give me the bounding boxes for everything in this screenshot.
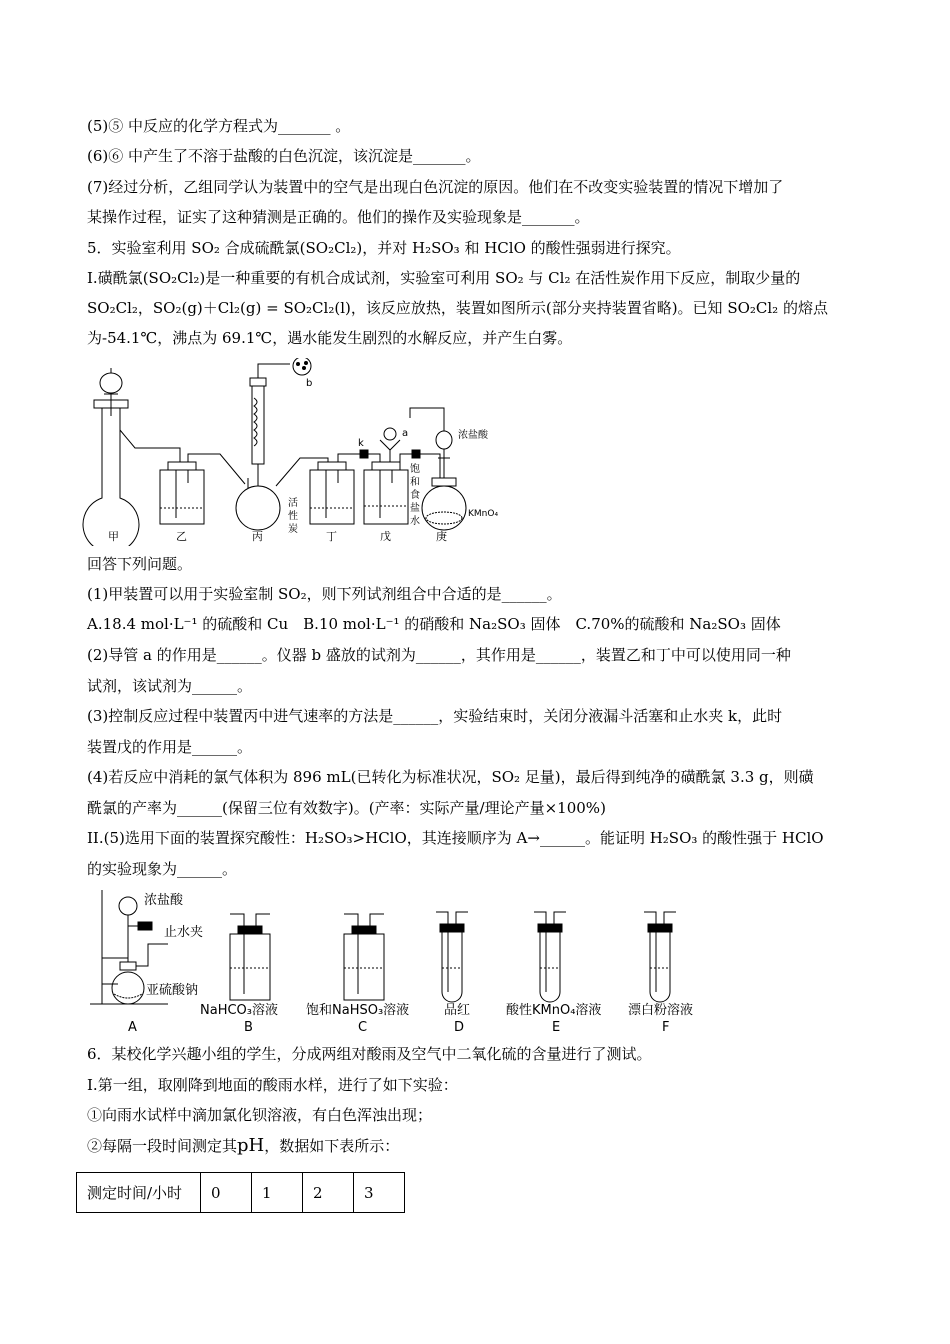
answer-prompt: 回答下列问题。 xyxy=(87,555,193,573)
q6-step1: ①向雨水试样中滴加氯化钡溶液，有白色浑浊出现； xyxy=(87,1106,433,1124)
label-d-name: 品红 xyxy=(444,1003,471,1018)
table-cell-2: 2 xyxy=(303,1173,354,1213)
label-conc-hcl-2: 浓盐酸 xyxy=(144,893,184,908)
q5-sub2-line1: (2)导管 a 的作用是______。仪器 b 盛放的试剂为______，其作用是______，装置乙和丁中可以使用同一种 xyxy=(87,646,791,664)
q5-part1-line3: 为-54.1℃，沸点为 69.1℃，遇水能发生剧烈的水解反应，并产生白雾。 xyxy=(87,329,573,347)
q5-sub3-line2: 装置戊的作用是______。 xyxy=(87,738,253,756)
label-wu: 戊 xyxy=(380,530,391,543)
label-na2so3: 亚硫酸钠 xyxy=(146,983,199,998)
table-row xyxy=(77,1173,405,1213)
label-e-letter: E xyxy=(552,1020,561,1035)
label-b-name: NaHCO₃溶液 xyxy=(200,1003,278,1018)
label-salt-1: 饱 xyxy=(410,464,420,475)
q4-part5: (5)⑤ 中反应的化学方程式为_______ 。 xyxy=(87,117,351,135)
q6-step2-suffix: ，数据如下表所示： xyxy=(264,1137,400,1155)
q5-part1-line1: I.磺酰氯(SO₂Cl₂)是一种重要的有机合成试剂，实验室可利用 SO₂ 与 Cl₂ 在活性炭作用下反应，制取少量的 xyxy=(87,269,801,287)
q6-step2-prefix: ②每隔一段时间测定其 xyxy=(87,1137,238,1155)
table-cell-1: 1 xyxy=(252,1173,303,1213)
label-salt-2: 和 xyxy=(410,477,420,488)
apparatus-figure-2 xyxy=(88,884,718,1036)
label-a-letter: A xyxy=(128,1020,137,1035)
label-bing: 丙 xyxy=(252,530,263,543)
label-d-letter: D xyxy=(454,1020,465,1035)
q5-sub2-line2: 试剂，该试剂为______。 xyxy=(87,677,253,695)
label-e-name: 酸性KMnO₄溶液 xyxy=(506,1003,602,1018)
q6-part1: I.第一组，取刚降到地面的酸雨水样，进行了如下实验： xyxy=(87,1076,458,1094)
label-a: a xyxy=(402,428,409,439)
q5-sub3-line1: (3)控制反应过程中装置丙中进气速率的方法是______，实验结束时，关闭分液漏斗活塞和止水夹 k，此时 xyxy=(87,707,783,725)
q5-sub4-line2: 酰氯的产率为______(保留三位有效数字)。(产率：实际产量/理论产量×100%) xyxy=(87,799,606,817)
ph-symbol: pH xyxy=(237,1135,265,1156)
q5-sub4-line1: (4)若反应中消耗的氯气体积为 896 mL(已转化为标准状况，SO₂ 足量)，最后得到纯净的磺酰氯 3.3 g，则磺 xyxy=(87,768,814,786)
label-carbon-1: 活 xyxy=(288,498,298,509)
q5-sub1-options: A.18.4 mol·L⁻¹ 的硫酸和 Cu B.10 mol·L⁻¹ 的硝酸和 Na₂SO₃ 固体 C.70%的硫酸和 Na₂SO₃ 固体 xyxy=(87,615,781,633)
label-f-letter: F xyxy=(662,1020,670,1035)
label-carbon-2: 性 xyxy=(288,511,298,522)
table-cell-0: 0 xyxy=(201,1173,252,1213)
q4-part6: (6)⑥ 中产生了不溶于盐酸的白色沉淀，该沉淀是_______。 xyxy=(87,147,481,165)
label-clamp: 止水夹 xyxy=(164,925,204,940)
q5-sub5-line1: II.(5)选用下面的装置探究酸性：H₂SO₃>HClO，其连接顺序为 A→______。能证明 H₂SO₃ 的酸性强于 HClO xyxy=(87,829,824,847)
q4-part7-line1: (7)经过分析，乙组同学认为装置中的空气是出现白色沉淀的原因。他们在不改变实验装置的情况下增加了 xyxy=(87,178,784,196)
label-geng: 庚 xyxy=(436,530,447,543)
q5-part1-line2: SO₂Cl₂，SO₂(g)＋Cl₂(g) = SO₂Cl₂(l)，该反应放热，装置如图所示(部分夹持装置省略)。已知 SO₂Cl₂ 的熔点 xyxy=(87,299,828,317)
q6-intro: 6．某校化学兴趣小组的学生，分成两组对酸雨及空气中二氧化硫的含量进行了测试。 xyxy=(87,1045,652,1063)
ph-table xyxy=(76,1172,405,1213)
label-conc-hcl: 浓盐酸 xyxy=(458,430,488,441)
label-salt-4: 盐 xyxy=(410,503,420,514)
label-b-letter: B xyxy=(244,1020,253,1035)
q4-part7-line2: 某操作过程，证实了这种猜测是正确的。他们的操作及实验现象是_______。 xyxy=(87,208,590,226)
label-carbon-3: 炭 xyxy=(288,524,298,535)
apparatus-figure-1 xyxy=(80,358,520,546)
q5-sub5-line2: 的实验现象为______。 xyxy=(87,860,238,878)
label-ding: 丁 xyxy=(326,530,337,543)
label-b: b xyxy=(306,378,313,389)
table-cell-3: 3 xyxy=(354,1173,405,1213)
label-yi: 乙 xyxy=(176,530,187,543)
label-c-letter: C xyxy=(358,1020,368,1035)
label-salt-5: 水 xyxy=(410,516,420,527)
label-c-name: 饱和NaHSO₃溶液 xyxy=(306,1003,410,1018)
q6-step2 xyxy=(87,1136,399,1156)
table-header-cell: 测定时间/小时 xyxy=(77,1173,201,1213)
label-k: k xyxy=(358,438,364,449)
label-kmno4: KMnO₄ xyxy=(468,509,499,519)
label-f-name: 漂白粉溶液 xyxy=(628,1003,694,1018)
label-salt-3: 食 xyxy=(410,490,420,501)
q5-intro: 5．实验室利用 SO₂ 合成硫酰氯(SO₂Cl₂)，并对 H₂SO₃ 和 HClO 的酸性强弱进行探究。 xyxy=(87,239,681,257)
label-jia: 甲 xyxy=(108,530,119,543)
q5-sub1: (1)甲装置可以用于实验室制 SO₂，则下列试剂组合中合适的是______。 xyxy=(87,585,562,603)
